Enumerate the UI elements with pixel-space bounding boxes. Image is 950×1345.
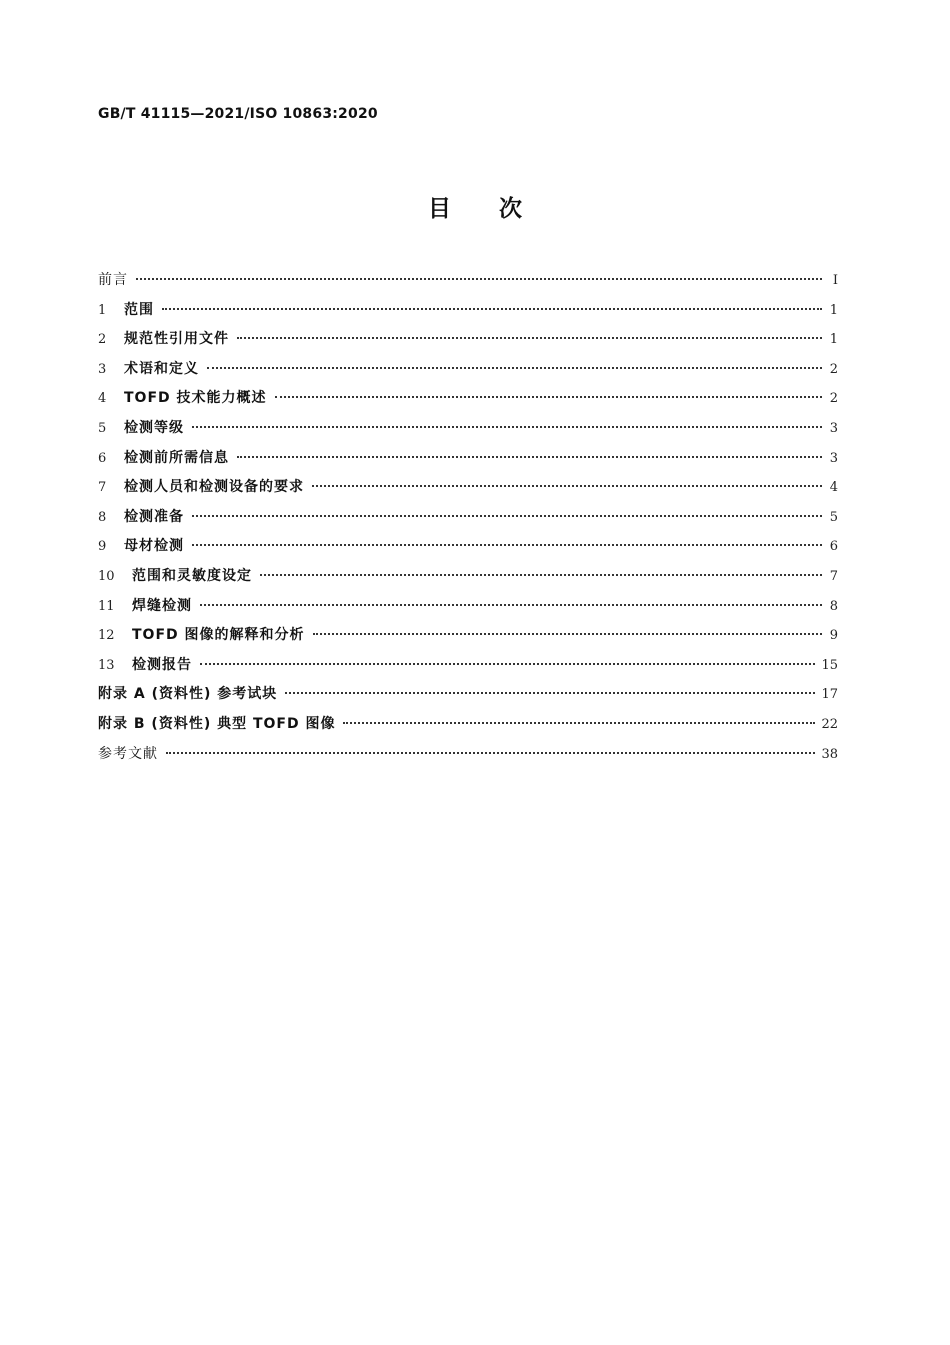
toc-entry-number: 7 xyxy=(98,480,107,496)
toc-entry-2[interactable] xyxy=(98,328,838,358)
toc-entry-label: 母材检测 xyxy=(124,538,184,555)
toc-entry-label: 范围和灵敏度设定 xyxy=(132,567,252,584)
toc-leader xyxy=(312,485,822,487)
toc-entry-label: 检测等级 xyxy=(124,419,184,436)
toc-entry-page: 6 xyxy=(829,539,838,555)
toc-leader xyxy=(207,367,822,369)
toc-entry-label: 规范性引用文件 xyxy=(124,331,229,348)
toc-leader xyxy=(275,396,822,398)
toc-entry-label: 范围 xyxy=(124,301,154,318)
toc-leader xyxy=(285,692,815,694)
toc-leader xyxy=(136,278,822,280)
toc-entry-number: 5 xyxy=(98,420,107,436)
toc-entry-page: 22 xyxy=(821,716,838,732)
toc-entry-12[interactable] xyxy=(98,624,838,654)
toc-leader xyxy=(313,633,822,635)
toc-entry-page: 1 xyxy=(829,332,838,348)
toc-entry-label: TOFD 图像的解释和分析 xyxy=(132,627,305,644)
toc-entry-label: 检测前所需信息 xyxy=(124,449,229,466)
toc-entry-8[interactable] xyxy=(98,506,838,536)
toc-entry-10[interactable] xyxy=(98,565,838,595)
toc-entry-page: 3 xyxy=(829,450,838,466)
standard-code: GB/T 41115—2021/ISO 10863:2020 xyxy=(98,106,378,122)
toc-entry-page: 8 xyxy=(829,598,838,614)
toc-entry-3[interactable] xyxy=(98,358,838,388)
toc-entry-annex-a[interactable] xyxy=(98,683,838,713)
toc-leader xyxy=(237,456,822,458)
toc-title-char-1: 目 xyxy=(428,196,451,222)
toc-entry-number: 9 xyxy=(98,539,107,555)
toc-entry-5[interactable] xyxy=(98,417,838,447)
toc-entry-label: 检测报告 xyxy=(132,656,192,673)
toc-leader xyxy=(192,426,822,428)
toc-entry-page: 3 xyxy=(829,420,838,436)
toc-entry-7[interactable] xyxy=(98,476,838,506)
toc-entry-number: 6 xyxy=(98,450,107,466)
toc-entry-6[interactable] xyxy=(98,447,838,477)
toc-entry-number: 4 xyxy=(98,391,107,407)
toc-leader xyxy=(200,663,815,665)
toc-leader xyxy=(237,337,822,339)
toc-entry-number: 13 xyxy=(98,657,115,673)
toc-entry-label: 检测准备 xyxy=(124,508,184,525)
toc-entry-page: 38 xyxy=(821,746,838,762)
toc-entry-number: 12 xyxy=(98,628,115,644)
toc-entry-page: 1 xyxy=(829,302,838,318)
toc-entry-page: 5 xyxy=(829,509,838,525)
toc-entry-label: 附录 B (资料性) 典型 TOFD 图像 xyxy=(98,715,336,732)
toc-entry-number: 2 xyxy=(98,332,107,348)
toc-entry-page: 17 xyxy=(821,687,838,703)
toc-entry-label: 附录 A (资料性) 参考试块 xyxy=(98,686,278,703)
toc-entry-label: 检测人员和检测设备的要求 xyxy=(124,479,304,496)
toc-entry-9[interactable] xyxy=(98,535,838,565)
toc-entry-page: 2 xyxy=(829,361,838,377)
toc-entry-4[interactable] xyxy=(98,387,838,417)
toc-entry-page: 4 xyxy=(829,480,838,496)
toc-entry-page: 15 xyxy=(821,657,838,673)
toc-entry-13[interactable] xyxy=(98,654,838,684)
toc-entry-number: 11 xyxy=(98,598,115,614)
toc-entry-page: 9 xyxy=(829,628,838,644)
toc-entry-label: 焊缝检测 xyxy=(132,597,192,614)
toc-title-char-2: 次 xyxy=(499,196,522,222)
toc-leader xyxy=(192,544,822,546)
toc-entry-page: I xyxy=(832,273,838,288)
toc-entry-number: 8 xyxy=(98,509,107,525)
toc-entry-number: 1 xyxy=(98,302,107,318)
toc-leader xyxy=(162,308,822,310)
toc-entry-11[interactable] xyxy=(98,595,838,625)
toc-entry-bibliography[interactable] xyxy=(98,743,838,773)
toc-leader xyxy=(343,722,815,724)
toc-entry-page: 2 xyxy=(829,391,838,407)
toc-leader xyxy=(260,574,822,576)
toc-entry-foreword[interactable] xyxy=(98,269,838,299)
toc-entry-label: 术语和定义 xyxy=(124,360,199,377)
toc-entry-1[interactable] xyxy=(98,299,838,329)
toc-list xyxy=(98,269,838,772)
toc-entry-annex-b[interactable] xyxy=(98,713,838,743)
toc-entry-label: 前言 xyxy=(98,272,128,288)
toc-entry-number: 3 xyxy=(98,361,107,377)
toc-entry-page: 7 xyxy=(829,568,838,584)
toc-leader xyxy=(192,515,822,517)
toc-leader xyxy=(200,604,822,606)
toc-entry-number: 10 xyxy=(98,568,115,584)
toc-entry-label: 参考文献 xyxy=(98,745,158,762)
toc-title xyxy=(0,190,950,223)
toc-entry-label: TOFD 技术能力概述 xyxy=(124,390,267,407)
toc-leader xyxy=(166,752,815,754)
